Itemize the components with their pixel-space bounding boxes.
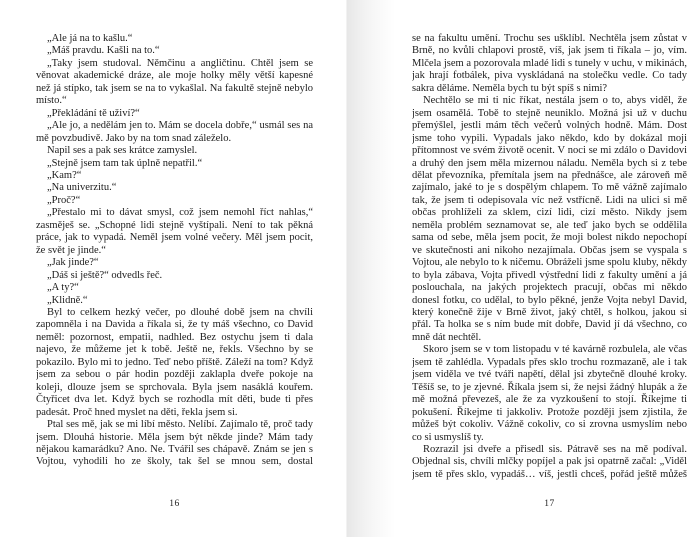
paragraph: „Dáš si ještě?“ odvedls řeč. bbox=[47, 269, 163, 281]
paragraph: Byl to celkem hezký večer, po dlouhé době jsem na chvíli zapomněla i na Davida a říkala si, že ty máš všechno, co David neměl: pozornost, empatii, nadhled. Bez ostychu jsem ti dala najevo, že můžeme jet k tobě. Ještě ne, řekls. Všechno by se pokazilo. Bylo mi to jedno. Teď nebo příště. Záleží na tom? Když jsem za sebou o pár hodin později zaklapla dveře pokoje na koleji, dlouze jsem se sprchovala. Byla jsem nasáklá kouřem. Čtyřicet dva let. Když bych se rozhodla mít děti, bude ti přes padesát. Proč hned myslet na děti, řekla jsem si. bbox=[36, 306, 313, 418]
paragraph: „Taky jsem studoval. Němčinu a angličtinu. Chtěl jsem se věnovat akademické dráze, ale moje holky měly větší kapesné než já stípko, tak jsem se na to vykašlal. Na fakultě stejně nebylo místo.“ bbox=[36, 57, 313, 107]
paragraph: Nechtělo se mi ti nic říkat, nestála jsem o to, abys viděl, že jsem osamělá. Tobě to stejně neuniklo. Možná jsi už v duchu přemýšlel, jestli mám těch večerů volných hodně. Mám. Dost jsme toho vypili. Vypadals jako někdo, kdo by dokázal moji přítomnost ve svém životě ocenit. V noci se mi zdálo o Davidovi a druhý den jsem měla mizernou náladu. Neměla bych si z tebe dělat převozníka, přemítala jsem na přednášce, ale zároveň mě zajímalo, jaké to je s dospělým chlapem. To mě vážně zajímalo tak, že jsem ti odepisovala víc než vstřícně. Lidi na ulici si mě občas prohlíželi za sklem, cizí lidi, cizí město. Nikdy jsem neměla problém seznamovat se, ale teď jako bych se oddělila sama od sebe, měla jsem pocit, že moji bolest nikdo nepochopí ve skutečnosti ani nikoho nezajímala. Občas jsem se vyspala s Vojtou, ale nebylo to k ničemu. Obráželi jsme spolu kluby, někdy to byla zábava, Vojta přivedl výstřední lidi z fakulty umění a já poslouchala, na jakých projektech pracují, občas mi někdo donesl fotku, co udělal, to bylo pěkné, jenže Vojta nebyl David, který konečně žije v Brně život, jaký chtěl, s holkou, jakou si přál. Ta holka se s ním bude mít dobře, David jí dá všechno, co mně dát nechtěl. bbox=[412, 95, 687, 343]
paragraph: „A ty?“ bbox=[47, 282, 79, 294]
page-number-left: 16 bbox=[169, 499, 180, 509]
page-gutter-shadow bbox=[347, 0, 395, 537]
paragraph: „Překládání tě uživí?“ bbox=[47, 107, 140, 119]
paragraph: Napil ses a pak ses krátce zamyslel. bbox=[47, 145, 198, 157]
paragraph: „Jak jinde?“ bbox=[47, 257, 99, 269]
paragraph: „Ale já na to kašlu.“ bbox=[47, 33, 133, 44]
paragraph: Rozrazil jsi dveře a přisedl sis. Pátravě ses na mě podíval. Objednal sis, chvíli mlčky popíjel a pak jsi opatrně začal: „Viděl jsem tě přes sklo, vypadáš… víš, jestli chceš, pořád ještě můžeš bbox=[412, 443, 687, 480]
paragraph: „Kam?“ bbox=[47, 169, 82, 181]
paragraph: „Stejně jsem tam tak úplně nepatřil.“ bbox=[47, 157, 203, 169]
page-right-text bbox=[412, 33, 687, 480]
paragraph: „Klidně.“ bbox=[47, 294, 88, 306]
page-gutter-edge bbox=[346, 0, 347, 537]
paragraph: se na fakultu umění. Trochu ses ušklíbl. Nechtěla jsem zůstat v Brně, no kvůli chlapovi prostě, víš, jak jsem ti říkala – jo, vím. Mlčela jsem a pozorovala mladé lidi s tunely v uchu, v mikinách, jak hrají fotbálek, piva vyskládaná na stolečku vedle. Co tady sakra děláme. Neměla bych tu být spíš s nimi? bbox=[412, 33, 687, 94]
paragraph: „Na univerzitu.“ bbox=[47, 182, 117, 194]
paragraph: „Máš pravdu. Kašli na to.“ bbox=[47, 45, 160, 57]
paragraph: „Ale jo, a nedělám jen to. Mám se docela dobře,“ usmál ses na mě povzbudivě. Jako by na tom snad záleželo. bbox=[36, 120, 313, 144]
paragraph: Skoro jsem se v tom listopadu v té kavárně rozbulela, ale včas jsem tě zahlédla. Vypadals přes sklo trochu rozmazaně, ale i tak jsem viděla ve tvé tváři napětí, dělal jsi zbytečně dlouhé kroky. Těšíš se, to je zjevné. Říkala jsem si, že nejsi žádný hlupák a že mě možná převezeš, ale že za vyzkoušení to stojí. Říkejme ti pokušení. Říkejme ti jakkoliv. Protože později jsem zjistila, že můžeš být cokoliv. Vážně cokoliv, co si zrovna usmyslím nebo co si usmyslíš ty. bbox=[412, 344, 687, 443]
page-number-right: 17 bbox=[544, 499, 555, 509]
page-left-text bbox=[36, 33, 313, 480]
paragraph: „Přestalo mi to dávat smysl, což jsem nemohl říct nahlas,“ zasměješ se. „Schopné lidi stejně vyštípali. Není to tak pěkná práce, jak to vypadá. Neměl jsem volné večery. Měl jsem pocit, že svět je jinde.“ bbox=[36, 207, 313, 256]
paragraph: Ptal ses mě, jak se mi líbí město. Nelíbí. Zajímalo tě, proč tady jsem. Dlouhá historie. Měla jsem být někde jinde? Mám tady nějakou kamarádku? Ano. Ne. Tvářil ses chápavě. Znám se jen s Vojtou, vyhodili ho ze školy, tak šel se mnou sem, dostal bbox=[36, 419, 313, 468]
paragraph: „Proč?“ bbox=[47, 194, 81, 206]
